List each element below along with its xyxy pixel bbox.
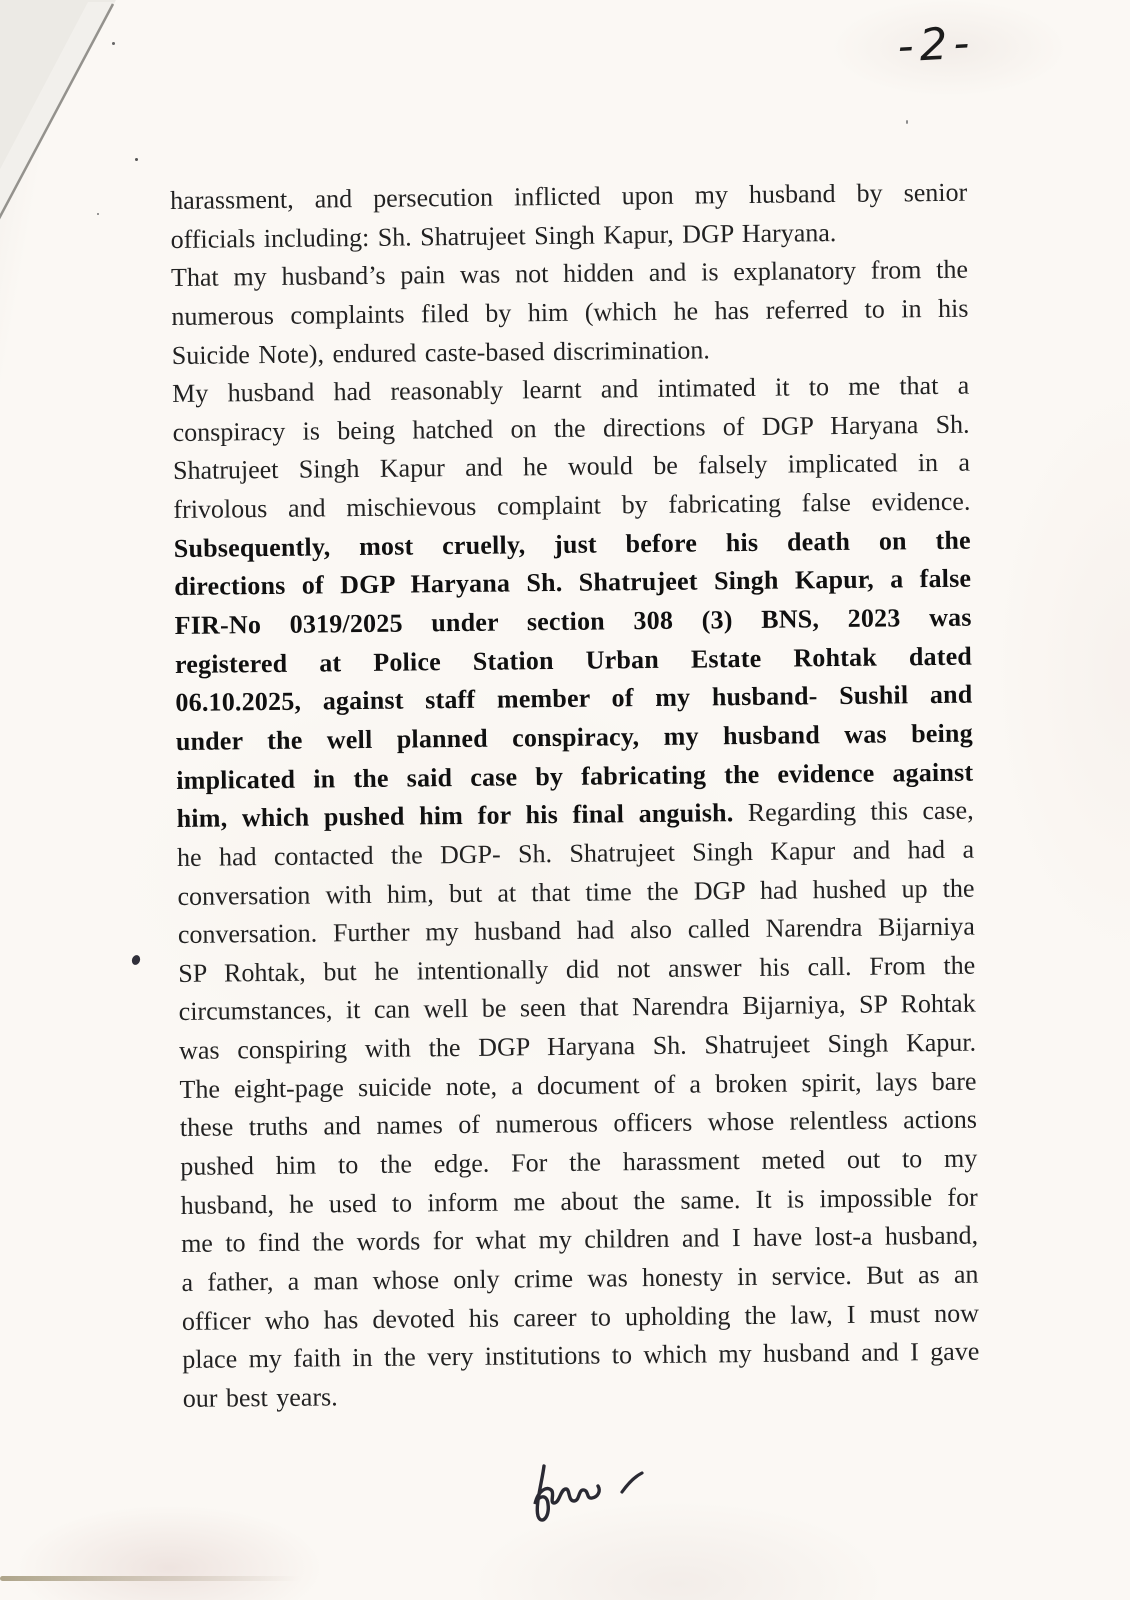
doc-line-bold: implicated in the said case by fabricating the evidence against bbox=[176, 757, 974, 795]
doc-line: conversation. Further my husband had also called Narendra Bijarniya bbox=[177, 911, 975, 950]
ink-blot bbox=[131, 954, 142, 966]
document-body bbox=[170, 174, 980, 1419]
doc-line: was conspiring with the DGP Haryana Sh. Shatrujeet Singh Kapur. bbox=[178, 1027, 977, 1066]
doc-line: conversation with him, but at that time the DGP had hushed up the bbox=[177, 873, 975, 911]
doc-line: our best years. bbox=[182, 1382, 338, 1413]
doc-line: a father, a man whose only crime was honesty in service. But as an bbox=[181, 1259, 979, 1297]
doc-line: SP Rohtak, but he intentionally did not answer his call. From the bbox=[178, 950, 976, 988]
doc-line-bold: directions of DGP Haryana Sh. Shatrujeet Singh Kapur, a false bbox=[174, 564, 972, 602]
doc-line: numerous complaints filed by him (which he has referred to in his bbox=[171, 293, 969, 331]
page-number: -2- bbox=[896, 17, 977, 73]
doc-line: husband, he used to inform me about the same. It is impossible for bbox=[180, 1182, 978, 1220]
doc-line: place my faith in the very institutions to which my husband and I gave bbox=[182, 1336, 980, 1375]
doc-line: That my husband’s pain was not hidden and is explanatory from the bbox=[170, 254, 969, 293]
doc-line: officials including: Sh. Shatrujeet Singh Kapur, DGP Haryana. bbox=[170, 217, 837, 254]
doc-line-regular-part: Regarding this case, bbox=[733, 795, 974, 828]
doc-line: circumstances, it can well be seen that Narendra Bijarniya, SP Rohtak bbox=[178, 989, 976, 1027]
doc-line-bold: FIR-No 0319/2025 under section 308 (3) BNS, 2023 was bbox=[174, 602, 972, 641]
doc-line: pushed him to the edge. For the harassment meted out to my bbox=[180, 1143, 978, 1181]
doc-line-bold: registered at Police Station Urban Estate Rohtak dated bbox=[174, 641, 973, 679]
doc-line: he had contacted the DGP- Sh. Shatrujeet Singh Kapur and had a bbox=[176, 834, 975, 872]
doc-line: conspiracy is being hatched on the directions of DGP Haryana Sh. bbox=[172, 409, 970, 447]
ink-speck bbox=[97, 213, 99, 215]
doc-line: The eight-page suicide note, a document of a broken spirit, lays bare bbox=[179, 1066, 977, 1104]
doc-line: these truths and names of numerous officers whose relentless actions bbox=[179, 1104, 978, 1143]
doc-line: officer who has devoted his career to upholding the law, I must now bbox=[181, 1298, 980, 1336]
signature-scribble bbox=[500, 1458, 670, 1543]
doc-line-bold: 06.10.2025, against staff member of my husband- Sushil and bbox=[175, 679, 973, 718]
doc-line-bold: under the well planned conspiracy, my husband was being bbox=[175, 718, 973, 756]
ink-speck bbox=[906, 120, 908, 124]
doc-line: Suicide Note), endured caste-based discrimination. bbox=[171, 334, 710, 370]
doc-line-bold-part: him, which pushed him for his final anguish. bbox=[176, 798, 734, 834]
ink-speck bbox=[135, 158, 138, 161]
doc-line-bold: Subsequently, most cruelly, just before his death on the bbox=[173, 525, 971, 563]
ink-speck bbox=[112, 42, 115, 45]
doc-line: me to find the words for what my children and I have lost-a husband, bbox=[180, 1220, 979, 1259]
doc-line: harassment, and persecution inflicted upon my husband by senior bbox=[170, 177, 968, 215]
doc-line: frivolous and mischievous complaint by fabricating false evidence. bbox=[173, 486, 971, 525]
doc-line: My husband had reasonably learnt and intimated it to me that a bbox=[172, 370, 970, 409]
scan-edge-artifact bbox=[0, 1576, 300, 1581]
doc-line: Shatrujeet Singh Kapur and he would be falsely implicated in a bbox=[172, 448, 971, 486]
